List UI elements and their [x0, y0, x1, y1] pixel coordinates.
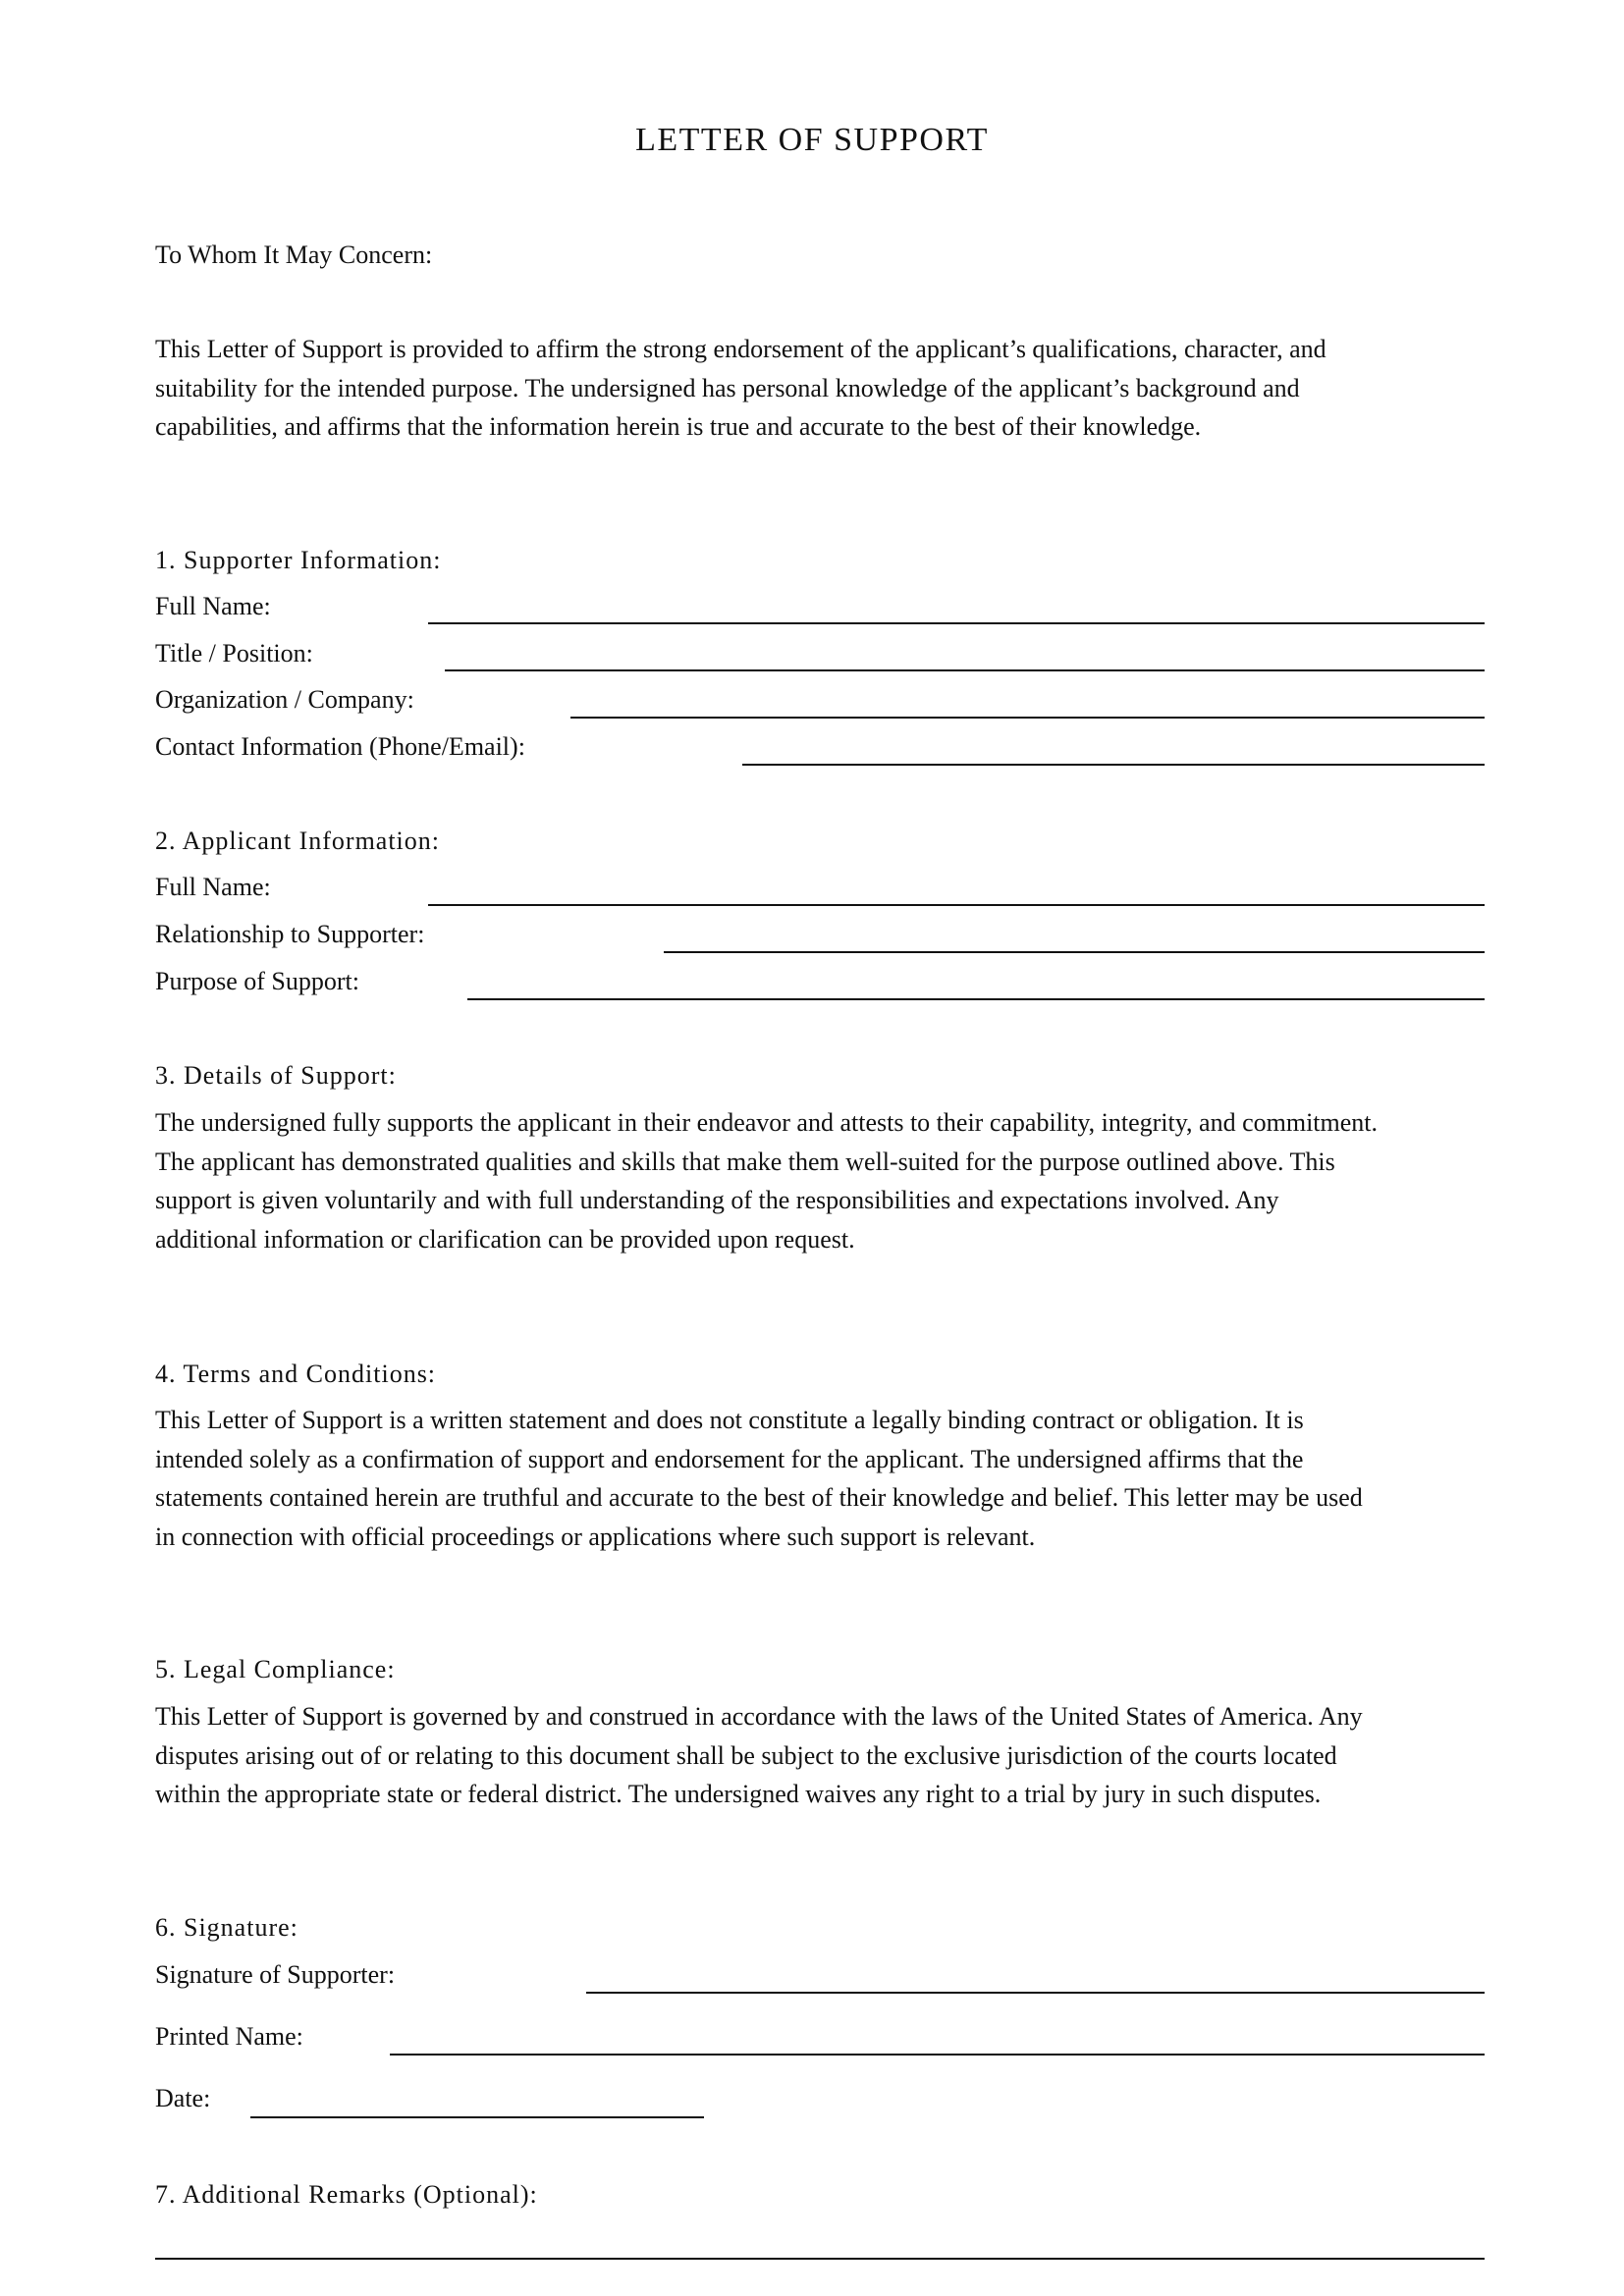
terms-line: in connection with official proceedings or applications where such support is relevant. — [155, 1522, 1036, 1551]
printed-name-field[interactable] — [390, 2054, 1485, 2056]
details-line: additional information or clarification can be provided upon request. — [155, 1224, 855, 1254]
remarks-section-heading: 7. Additional Remarks (Optional): — [155, 2180, 538, 2209]
terms-line: statements contained herein are truthful and accurate to the best of their knowledge and belief. This letter may be used — [155, 1483, 1363, 1512]
intro-line: This Letter of Support is provided to affirm the strong endorsement of the applicant’s qualifications, character, and — [155, 335, 1326, 363]
applicant-purpose-field[interactable] — [467, 998, 1485, 1000]
supporter-title-field[interactable] — [445, 669, 1485, 671]
supporter-organization-field[interactable] — [570, 717, 1485, 719]
date-field[interactable] — [250, 2116, 704, 2118]
intro-paragraph — [155, 330, 1481, 447]
remarks-line-field[interactable] — [155, 2258, 1485, 2260]
intro-line: suitability for the intended purpose. The undersigned has personal knowledge of the applicant’s background and — [155, 373, 1300, 402]
applicant-relationship-field[interactable] — [664, 951, 1485, 953]
supporter-full-name-label: Full Name: — [155, 592, 271, 620]
supporter-contact-label: Contact Information (Phone/Email): — [155, 732, 525, 761]
applicant-full-name-field[interactable] — [428, 904, 1485, 906]
document-title: LETTER OF SUPPORT — [635, 122, 989, 158]
applicant-full-name-label: Full Name: — [155, 873, 271, 901]
supporter-contact-field[interactable] — [742, 764, 1485, 766]
details-line: The undersigned fully supports the applicant in their endeavor and attests to their capability, integrity, and commitment. — [155, 1108, 1379, 1137]
intro-line: capabilities, and affirms that the information herein is true and accurate to the best of their knowledge. — [155, 412, 1202, 441]
terms-line: This Letter of Support is a written statement and does not constitute a legally binding contract or obligation. It is — [155, 1406, 1304, 1434]
signature-of-supporter-label: Signature of Supporter: — [155, 1960, 396, 1989]
signature-of-supporter-field[interactable] — [586, 1992, 1485, 1994]
terms-paragraph — [155, 1401, 1481, 1556]
applicant-section-heading: 2. Applicant Information: — [155, 827, 441, 855]
supporter-organization-label: Organization / Company: — [155, 685, 414, 714]
supporter-full-name-field[interactable] — [428, 622, 1485, 624]
details-line: support is given voluntarily and with full understanding of the responsibilities and expectations involved. Any — [155, 1186, 1279, 1214]
legal-line: disputes arising out of or relating to this document shall be subject to the exclusive jurisdiction of the courts located — [155, 1740, 1337, 1770]
printed-name-label: Printed Name: — [155, 2022, 303, 2051]
details-paragraph — [155, 1103, 1481, 1258]
supporter-title-label: Title / Position: — [155, 639, 313, 667]
salutation: To Whom It May Concern: — [155, 240, 433, 269]
terms-line: intended solely as a confirmation of support and endorsement for the applicant. The undersigned affirms that the — [155, 1444, 1304, 1473]
applicant-purpose-label: Purpose of Support: — [155, 967, 359, 995]
signature-section-heading: 6. Signature: — [155, 1913, 298, 1942]
legal-line: within the appropriate state or federal district. The undersigned waives any right to a trial by jury in such disputes. — [155, 1780, 1322, 1808]
details-line: The applicant has demonstrated qualities and skills that make them well-suited for the purpose outlined above. This — [155, 1147, 1335, 1176]
legal-section-heading: 5. Legal Compliance: — [155, 1655, 396, 1683]
applicant-relationship-label: Relationship to Supporter: — [155, 920, 425, 948]
supporter-section-heading: 1. Supporter Information: — [155, 546, 442, 574]
legal-line: This Letter of Support is governed by and construed in accordance with the laws of the United States of America. Any — [155, 1702, 1363, 1731]
date-label: Date: — [155, 2084, 211, 2112]
legal-paragraph — [155, 1697, 1481, 1814]
details-section-heading: 3. Details of Support: — [155, 1061, 397, 1090]
terms-section-heading: 4. Terms and Conditions: — [155, 1360, 437, 1388]
